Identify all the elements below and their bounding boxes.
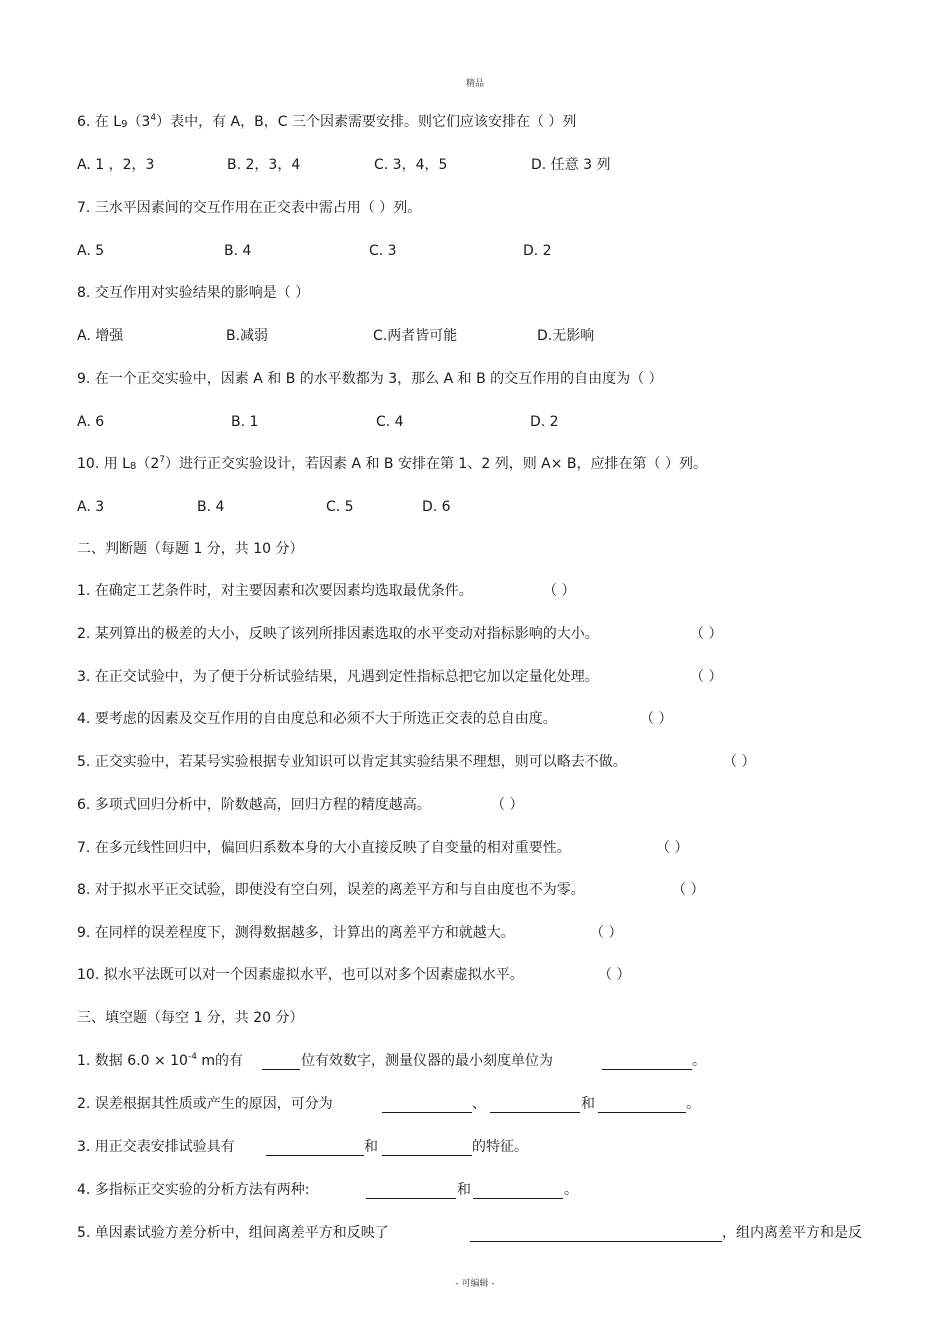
judge-item-1-answer: （ ） [543, 583, 576, 599]
q6-subscript: 9 [121, 119, 128, 130]
q6-option-a: A. 1 ，2，3 [77, 157, 155, 173]
fill-q1-blank-2[interactable] [602, 1055, 692, 1070]
question-6 [77, 113, 576, 131]
fill-q3-blank-2[interactable] [382, 1141, 472, 1156]
q7-option-c: C. 3 [369, 243, 397, 259]
judge-item-9: 9. 在同样的误差程度下，测得数据越多，计算出的离差平方和就越大。 [77, 925, 515, 941]
q6-mid: （3 [127, 114, 151, 130]
fill-q1-end: 。 [692, 1053, 706, 1069]
q8-option-a: A. 增强 [77, 328, 124, 344]
q10-mid: （2 [136, 456, 160, 472]
q6-option-b: B. 2，3，4 [227, 157, 301, 173]
judge-item-7: 7. 在多元线性回归中，偏回归系数本身的大小直接反映了自变量的相对重要性。 [77, 840, 571, 856]
judge-item-6: 6. 多项式回归分析中，阶数越高，回归方程的精度越高。 [77, 797, 431, 813]
fill-q1-text-a: 1. 数据 6.0 × 10 [77, 1053, 188, 1069]
question-7: 7. 三水平因素间的交互作用在正交表中需占用（ ）列。 [77, 200, 422, 216]
q9-option-a: A. 6 [77, 414, 105, 430]
fill-q4-blank-1[interactable] [366, 1184, 456, 1199]
judge-item-1: 1. 在确定工艺条件时，对主要因素和次要因素均选取最优条件。 [77, 583, 473, 599]
fill-question-5: 5. 单因素试验方差分析中，组间离差平方和反映了 [77, 1225, 389, 1241]
q6-superscript: 4 [150, 113, 157, 123]
q6-option-c: C. 3，4，5 [374, 157, 448, 173]
q9-option-d: D. 2 [530, 414, 559, 430]
judge-item-5-answer: （ ） [723, 754, 756, 770]
fill-q5-end: ，组内离差平方和是反 [722, 1225, 862, 1241]
q10-subscript: 8 [129, 461, 137, 472]
judge-heading: 二、判断题（每题 1 分，共 10 分） [77, 541, 304, 557]
fill-question-2: 2. 误差根据其性质或产生的原因，可分为 [77, 1096, 333, 1112]
fill-q3-blank-1[interactable] [266, 1141, 364, 1156]
fill-q2-end: 。 [686, 1096, 700, 1112]
judge-item-3-answer: （ ） [690, 669, 723, 685]
judge-item-6-answer: （ ） [491, 797, 524, 813]
judge-item-4-answer: （ ） [640, 711, 673, 727]
q10-option-c: C. 5 [326, 499, 354, 515]
fill-heading: 三、填空题（每空 1 分，共 20 分） [77, 1010, 304, 1026]
q6-suffix: ）表中，有 A，B，C 三个因素需要安排。则它们应该安排在（ ）列 [156, 114, 577, 130]
fill-q5-blank-1[interactable] [470, 1227, 722, 1242]
fill-q4-sep-1: 和 [457, 1182, 471, 1198]
fill-q1-blank-1[interactable] [262, 1055, 300, 1070]
fill-q4-end: 。 [564, 1182, 578, 1198]
fill-question-3: 3. 用正交表安排试验具有 [77, 1139, 235, 1155]
question-8: 8. 交互作用对实验结果的影响是（ ） [77, 285, 310, 301]
judge-item-4: 4. 要考虑的因素及交互作用的自由度总和必须不大于所选正交表的总自由度。 [77, 711, 557, 727]
q6-option-d: D. 任意 3 列 [531, 157, 611, 173]
fill-q3-sep-1: 和 [364, 1139, 378, 1155]
q7-option-a: A. 5 [77, 243, 105, 259]
judge-item-8-answer: （ ） [672, 882, 705, 898]
fill-q2-sep-1: 、 [472, 1096, 486, 1112]
fill-q4-blank-2[interactable] [473, 1184, 563, 1199]
judge-item-7-answer: （ ） [656, 840, 689, 856]
judge-item-10-answer: （ ） [598, 967, 631, 983]
q9-option-c: C. 4 [376, 414, 404, 430]
fill-question-4: 4. 多指标正交实验的分析方法有两种: [77, 1182, 310, 1198]
q8-option-b: B.减弱 [226, 328, 269, 344]
fill-q1-text-b: m的有 [196, 1053, 244, 1069]
question-9: 9. 在一个正交实验中，因素 A 和 B 的水平数都为 3，那么 A 和 B 的交互作用的自由度为（ ） [77, 371, 663, 387]
fill-q2-blank-2[interactable] [490, 1098, 580, 1113]
q7-option-b: B. 4 [224, 243, 252, 259]
fill-q3-end: 的特征。 [472, 1139, 528, 1155]
judge-item-10: 10. 拟水平法既可以对一个因素虚拟水平，也可以对多个因素虚拟水平。 [77, 967, 524, 983]
judge-item-2-answer: （ ） [690, 626, 723, 642]
q8-option-d: D.无影响 [537, 328, 595, 344]
q7-option-d: D. 2 [523, 243, 552, 259]
question-10 [77, 455, 707, 473]
header-mark: 精品 [465, 79, 484, 89]
q10-option-d: D. 6 [422, 499, 451, 515]
q10-option-a: A. 3 [77, 499, 105, 515]
q10-option-b: B. 4 [197, 499, 225, 515]
footer-mark: - 可编辑 - [455, 1279, 495, 1289]
judge-item-8: 8. 对于拟水平正交试验，即使没有空白列，误差的离差平方和与自由度也不为零。 [77, 882, 585, 898]
judge-item-5: 5. 正交实验中，若某号实验根据专业知识可以肯定其实验结果不理想，则可以略去不做。 [77, 754, 627, 770]
judge-item-2: 2. 某列算出的极差的大小，反映了该列所排因素选取的水平变动对指标影响的大小。 [77, 626, 599, 642]
judge-item-9-answer: （ ） [590, 925, 623, 941]
fill-q1-text-c: 位有效数字，测量仪器的最小刻度单位为 [301, 1053, 553, 1069]
fill-question-1 [77, 1052, 243, 1070]
fill-q2-sep-2: 和 [581, 1096, 595, 1112]
fill-q2-blank-1[interactable] [382, 1098, 472, 1113]
judge-item-3: 3. 在正交试验中，为了便于分析试验结果，凡遇到定性指标总把它加以定量化处理。 [77, 669, 599, 685]
q10-prefix: 10. 用 L [77, 456, 130, 472]
q9-option-b: B. 1 [231, 414, 259, 430]
fill-q1-exponent: -4 [187, 1052, 197, 1062]
q6-prefix: 6. 在 L [77, 114, 122, 130]
q10-superscript: 7 [159, 455, 165, 465]
fill-q2-blank-3[interactable] [598, 1098, 686, 1113]
q8-option-c: C.两者皆可能 [373, 328, 458, 344]
q10-suffix: ）进行正交实验设计，若因素 A 和 B 安排在第 1、2 列，则 A× B，应排在第（ ）列。 [165, 456, 707, 472]
